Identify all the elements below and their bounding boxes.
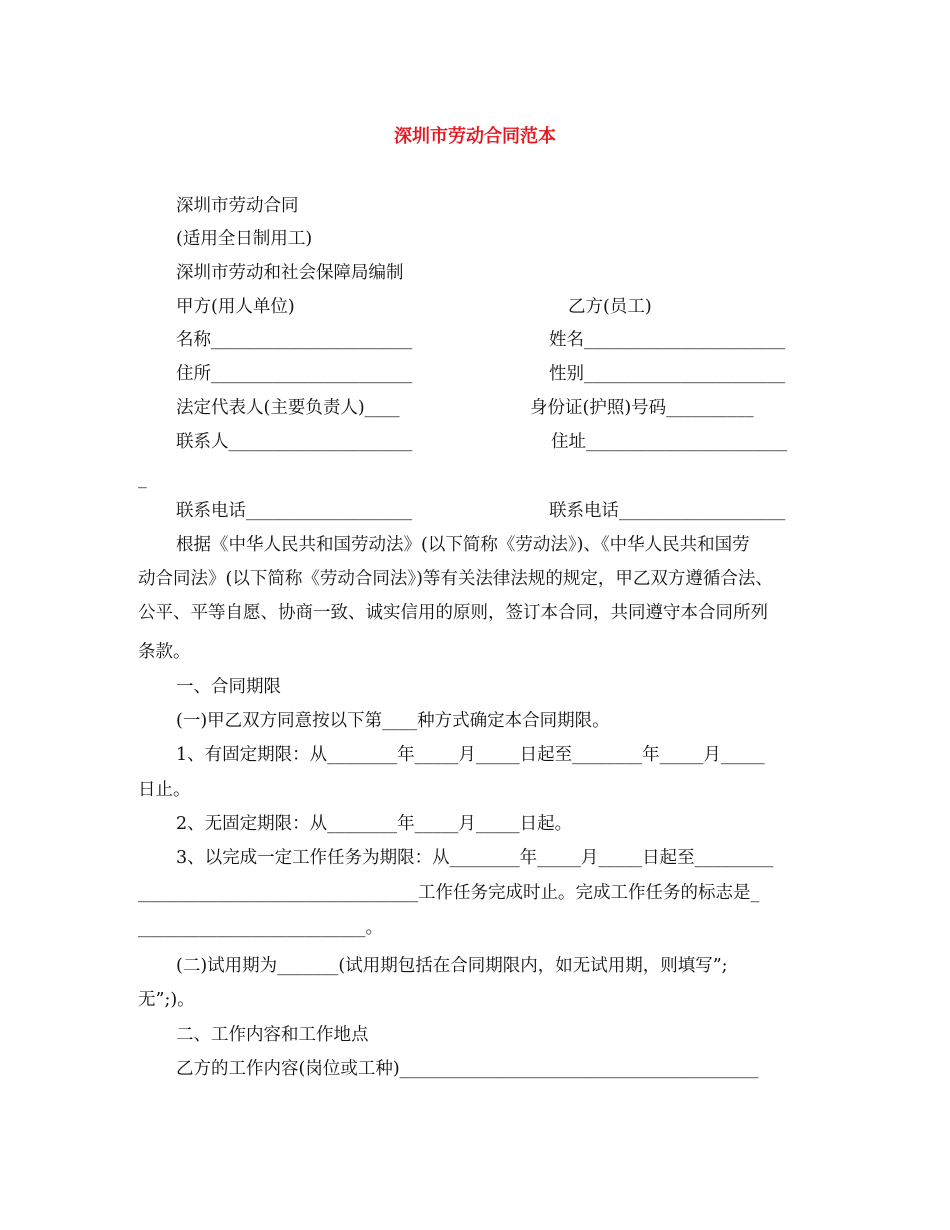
section-1-item-2: (二)试用期为_______(试用期包括在合同期限内，如无试用期，则填写”; xyxy=(176,956,728,976)
party-a-heading: 甲方(用人单位) xyxy=(176,297,295,317)
stray-underscore: _ xyxy=(138,469,147,489)
section-2-heading: 二、工作内容和工作地点 xyxy=(176,1025,369,1045)
party-b-heading: 乙方(员工) xyxy=(568,297,652,317)
term-option-2: 2、无固定期限：从________年_____月_____日起。 xyxy=(176,814,573,834)
preamble-line-2: 动合同法》(以下简称《劳动合同法》)等有关法律法规的规定，甲乙双方遵循合法、 xyxy=(138,569,773,589)
party-a-contact-field: 联系人_____________________ xyxy=(176,432,413,452)
preamble-line-3: 公平、平等自愿、协商一致、诚实信用的原则，签订本合同，共同遵守本合同所列 xyxy=(138,603,768,623)
party-b-gender-field: 性别_______________________ xyxy=(549,364,786,384)
party-b-id-field: 身份证(护照)号码__________ xyxy=(530,398,754,418)
party-a-address-field: 住所_______________________ xyxy=(176,364,413,384)
section-1-item-1: (一)甲乙双方同意按以下第____种方式确定本合同期限。 xyxy=(176,711,610,731)
term-option-3: 3、以完成一定工作任务为期限：从________年_____月_____日起至_________ xyxy=(176,848,774,868)
contract-name: 深圳市劳动合同 xyxy=(176,196,299,216)
term-option-1-end: 日止。 xyxy=(138,780,191,800)
term-option-1: 1、有固定期限：从________年_____月_____日起至________年_____月_____ xyxy=(176,745,765,765)
party-b-name-field: 姓名_______________________ xyxy=(549,330,786,350)
contract-issuer: 深圳市劳动和社会保障局编制 xyxy=(176,263,404,283)
term-option-3-cont: ________________________________工作任务完成时止。完成工作任务的标志是_ xyxy=(138,883,760,903)
term-option-3-end: __________________________。 xyxy=(138,918,383,938)
party-b-phone-field: 联系电话___________________ xyxy=(549,501,786,521)
party-a-name-field: 名称_______________________ xyxy=(176,330,413,350)
section-1-heading: 一、合同期限 xyxy=(176,677,281,697)
section-2-item-1: 乙方的工作内容(岗位或工种)_________________________________________ xyxy=(176,1059,759,1079)
party-b-address-field: 住址_______________________ xyxy=(551,432,788,452)
party-a-representative-field: 法定代表人(主要负责人)____ xyxy=(176,398,400,418)
document-title: 深圳市劳动合同范本 xyxy=(394,126,556,147)
preamble-line-1: 根据《中华人民共和国劳动法》(以下简称《劳动法》)、《中华人民共和国劳 xyxy=(176,535,750,555)
preamble-line-4: 条款。 xyxy=(138,642,191,662)
section-1-item-2-end: 无”;)。 xyxy=(138,990,195,1010)
contract-scope: (适用全日制用工) xyxy=(176,229,313,249)
party-a-phone-field: 联系电话___________________ xyxy=(176,501,413,521)
